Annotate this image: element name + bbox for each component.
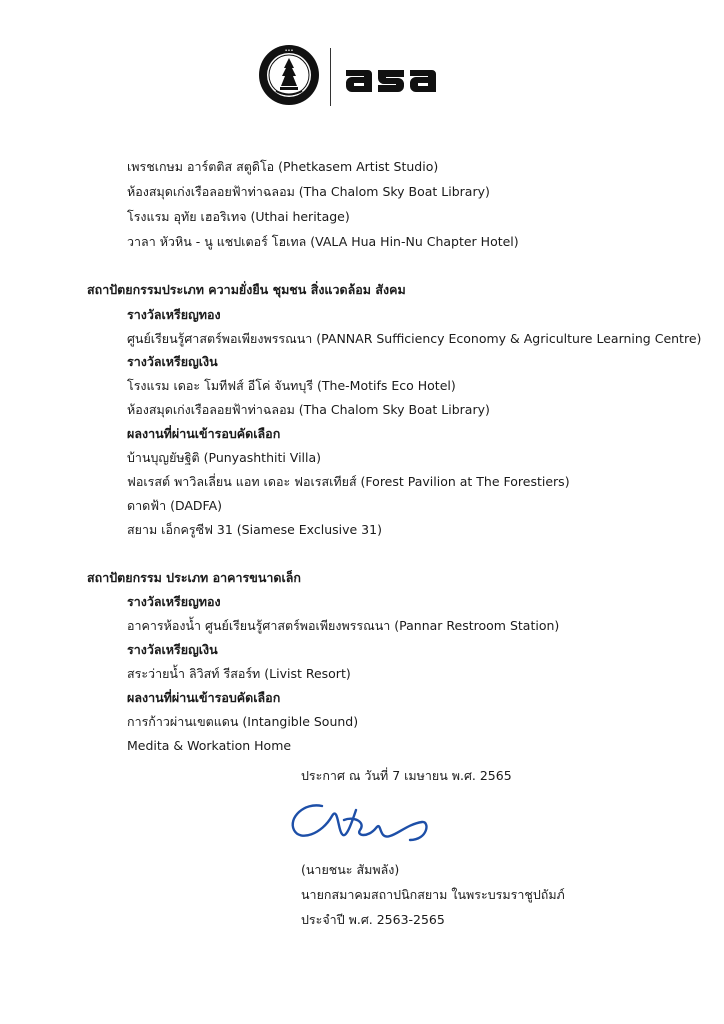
list-item: บ้านบุญยัษฐิติ (Punyashthiti Villa) (127, 450, 322, 465)
list-item: ดาดฟ้า (DADFA) (127, 498, 223, 513)
list-item: โรงแรม เดอะ โมทีฟส์ อีโค่ จันทบุรี (The-Motifs Eco Hotel) (127, 378, 456, 393)
award-label-silver: รางวัลเหรียญเงิน (127, 642, 218, 657)
list-item: วาลา หัวหิน - นู แชปเตอร์ โฮเทล (VALA Hua Hin-Nu Chapter Hotel) (127, 234, 519, 249)
signer-name: (นายชนะ สัมพลัง) (301, 862, 400, 877)
award-label-silver: รางวัลเหรียญเงิน (127, 354, 218, 369)
list-item: สยาม เอ็กครูซีฟ 31 (Siamese Exclusive 31) (127, 522, 382, 537)
svg-text:•••: ••• (284, 48, 294, 54)
section-title: สถาปัตยกรรมประเภท ความยั่งยืน ชุมชน สิ่งแวดล้อม สังคม (87, 282, 406, 297)
list-item: ศูนย์เรียนรู้ศาสตร์พอเพียงพรรณนา (PANNAR Sufficiency Economy & Agriculture Learning Centre) (127, 331, 702, 346)
signer-position: นายกสมาคมสถาปนิกสยาม ในพระบรมราชูปถัมภ์ (301, 887, 565, 902)
asa-wordmark-logo (342, 52, 442, 104)
award-label-shortlist: ผลงานที่ผ่านเข้ารอบคัดเลือก (127, 426, 281, 441)
list-item: อาคารห้องน้ำ ศูนย์เรียนรู้ศาสตร์พอเพียงพรรณนา (Pannar Restroom Station) (127, 618, 560, 633)
signature-image (282, 796, 432, 846)
signer-term: ประจำปี พ.ศ. 2563-2565 (301, 912, 445, 927)
award-label-gold: รางวัลเหรียญทอง (127, 307, 221, 322)
list-item: ห้องสมุดเก่งเรือลอยฟ้าท่าฉลอม (Tha Chalom Sky Boat Library) (127, 402, 490, 417)
header-logos (258, 44, 448, 114)
announcement-date: ประกาศ ณ วันที่ 7 เมษายน พ.ศ. 2565 (301, 768, 512, 783)
list-item: การก้าวผ่านเขตแดน (Intangible Sound) (127, 714, 359, 729)
list-item: ฟอเรสต์ พาวิลเลี่ยน แอท เดอะ ฟอเรสเทียส์ (Forest Pavilion at The Forestiers) (127, 474, 570, 489)
asa-seal-icon (258, 44, 320, 106)
section-title: สถาปัตยกรรม ประเภท อาคารขนาดเล็ก (87, 570, 301, 585)
list-item: ห้องสมุดเก่งเรือลอยฟ้าท่าฉลอม (Tha Chalom Sky Boat Library) (127, 184, 490, 199)
list-item: เพรชเกษม อาร์ตติส สตูดิโอ (Phetkasem Artist Studio) (127, 159, 439, 174)
list-item: โรงแรม อุทัย เฮอริเทจ (Uthai heritage) (127, 209, 350, 224)
logo-divider (330, 48, 331, 106)
list-item: Medita & Workation Home (127, 738, 292, 753)
award-label-gold: รางวัลเหรียญทอง (127, 594, 221, 609)
list-item: สระว่ายน้ำ ลิวิสท์ รีสอร์ท (Livist Resort) (127, 666, 351, 681)
award-label-shortlist: ผลงานที่ผ่านเข้ารอบคัดเลือก (127, 690, 281, 705)
